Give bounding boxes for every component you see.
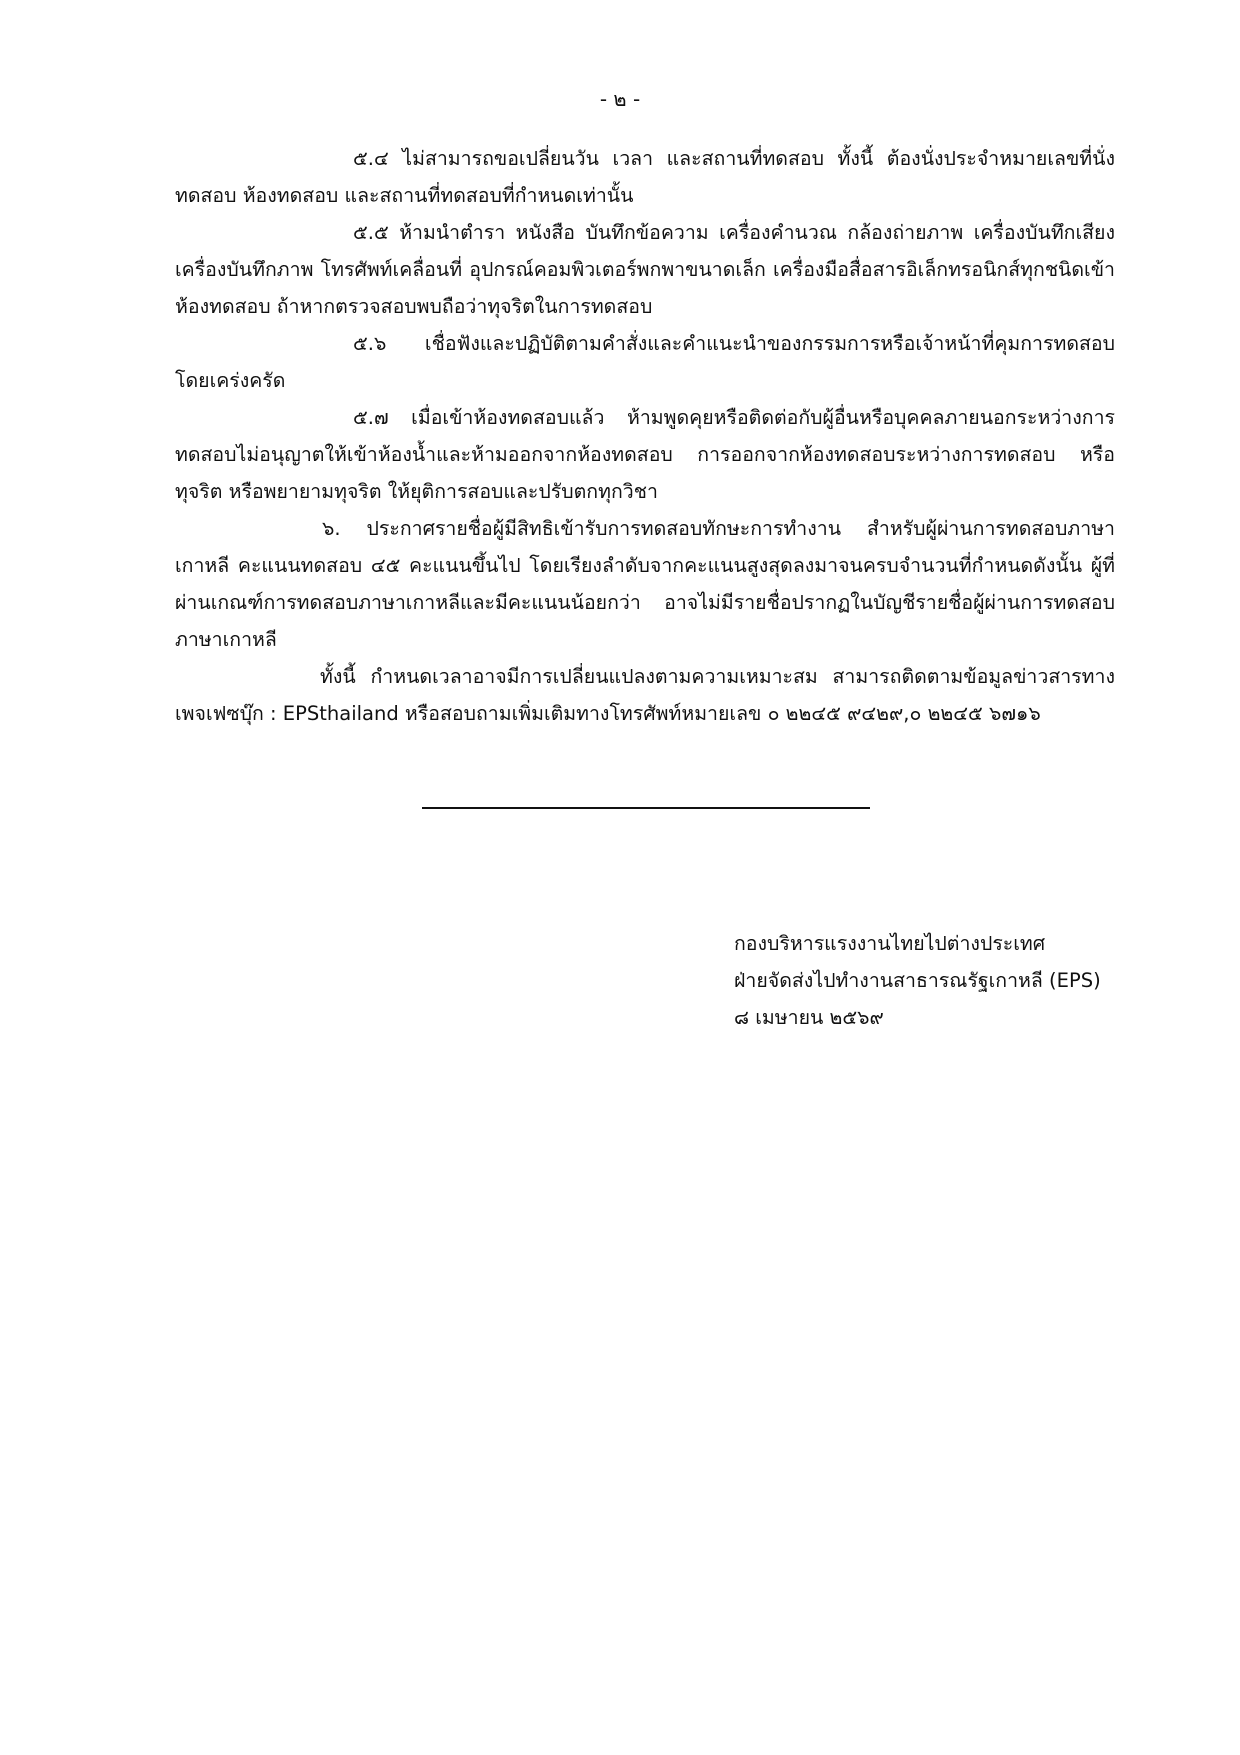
section-divider: [422, 807, 870, 809]
signature-date: ๘ เมษายน ๒๕๖๙: [734, 1006, 884, 1029]
paragraph-5-6: ๕.๖ เชื่อฟังและปฏิบัติตามคำสั่งและคำแนะนำของกรรมการหรือเจ้าหน้าที่คุมการทดสอบโดยเคร่งครัด: [175, 332, 1115, 392]
signature-block: [734, 925, 1134, 1036]
document-body: [175, 140, 1115, 732]
closing-paragraph: ทั้งนี้ กำหนดเวลาอาจมีการเปลี่ยนแปลงตามความเหมาะสม สามารถติดตามข้อมูลข่าวสารทางเพจเฟซบุ๊ก : EPSthailand หรือสอบถามเพิ่มเติมทางโทรศัพท์หมายเลข ๐ ๒๒๔๕ ๙๔๒๙,๐ ๒๒๔๕ ๖๗๑๖: [175, 665, 1115, 725]
signature-division: ฝ่ายจัดส่งไปทำงานสาธารณรัฐเกาหลี (EPS): [734, 969, 1101, 992]
paragraph-6: ๖. ประกาศรายชื่อผู้มีสิทธิเข้ารับการทดสอบทักษะการทำงาน สำหรับผู้ผ่านการทดสอบภาษาเกาหลี คะแนนทดสอบ ๔๕ คะแนนขึ้นไป โดยเรียงลำดับจากคะแนนสูงสุดลงมาจนครบจำนวนที่กำหนดดังนั้น ผู้ที่ผ่านเกณฑ์การทดสอบภาษาเกาหลีและมีคะแนนน้อยกว่า อาจไม่มีรายชื่อปรากฏในบัญชีรายชื่อผู้ผ่านการทดสอบภาษาเกาหลี: [175, 517, 1115, 651]
paragraph-5-7: ๕.๗ เมื่อเข้าห้องทดสอบแล้ว ห้ามพูดคุยหรือติดต่อกับผู้อื่นหรือบุคคลภายนอกระหว่างการทดสอบไม่อนุญาตให้เข้าห้องน้ำและห้ามออกจากห้องทดสอบ การออกจากห้องทดสอบระหว่างการทดสอบ หรือทุจริต หรือพยายามทุจริต ให้ยุติการสอบและปรับตกทุกวิชา: [175, 406, 1115, 503]
paragraph-5-5: ๕.๕ ห้ามนำตำรา หนังสือ บันทึกข้อความ เครื่องคำนวณ กล้องถ่ายภาพ เครื่องบันทึกเสียง เครื่องบันทึกภาพ โทรศัพท์เคลื่อนที่ อุปกรณ์คอมพิวเตอร์พกพาขนาดเล็ก เครื่องมือสื่อสารอิเล็กทรอนิกส์ทุกชนิดเข้าห้องทดสอบ ถ้าหากตรวจสอบพบถือว่าทุจริตในการทดสอบ: [175, 221, 1115, 318]
paragraph-5-4: ๕.๔ ไม่สามารถขอเปลี่ยนวัน เวลา และสถานที่ทดสอบ ทั้งนี้ ต้องนั่งประจำหมายเลขที่นั่งทดสอบ ห้องทดสอบ และสถานที่ทดสอบที่กำหนดเท่านั้น: [175, 147, 1115, 207]
page-number: - ๒ -: [599, 87, 641, 111]
signature-department: กองบริหารแรงงานไทยไปต่างประเทศ: [734, 932, 1046, 955]
